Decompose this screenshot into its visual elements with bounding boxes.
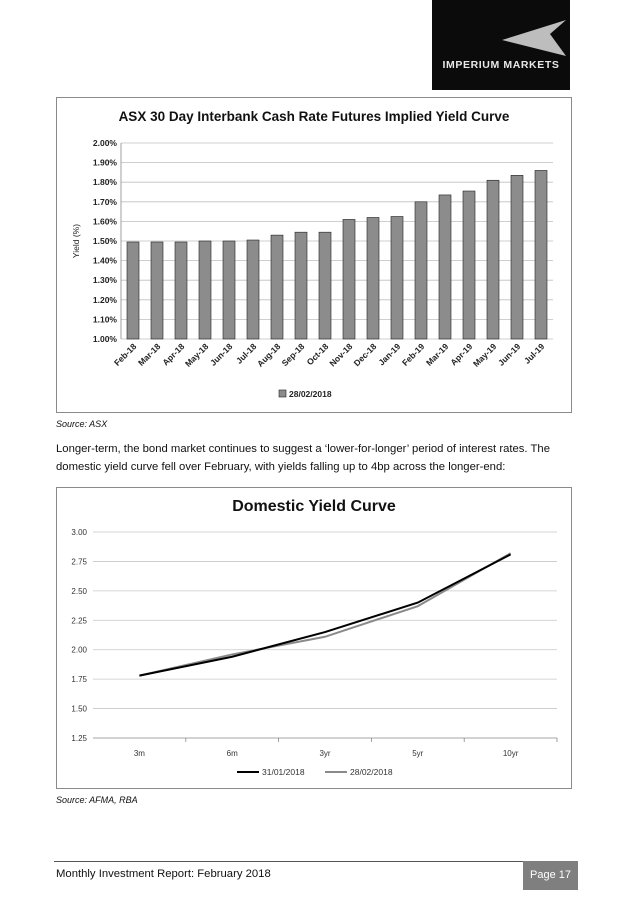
chart1-bar	[391, 217, 403, 340]
chart1-x-tick-label: Jun-18	[207, 341, 235, 368]
chart1-x-tick-label: Oct-18	[304, 341, 331, 368]
chart1-bar	[319, 232, 331, 339]
chart1-x-tick-label: Feb-18	[111, 341, 139, 368]
chart2-y-tick-label: 2.25	[71, 616, 87, 626]
chart1-bar	[511, 175, 523, 339]
chart2-y-tick-label: 3.00	[71, 528, 87, 537]
chart1-x-tick-label: Jul-19	[521, 341, 547, 366]
chart1-bar	[463, 191, 475, 339]
logo-text: IMPERIUM MARKETS	[442, 59, 560, 71]
chart1-x-tick-label: Mar-19	[423, 341, 451, 368]
chart1-plot	[57, 98, 571, 412]
chart1-y-axis-label: Yield (%)	[71, 223, 81, 259]
chart1-x-tick-label: Jan-19	[376, 341, 403, 368]
chart2-series-line	[139, 554, 510, 675]
chart1-x-tick-label: Apr-18	[160, 341, 187, 368]
chart2-x-tick-label: 3yr	[319, 749, 331, 758]
chart2-x-tick-label: 6m	[226, 749, 238, 758]
chart1-y-tick-label: 1.30%	[92, 275, 117, 286]
chart1-bar	[271, 235, 283, 339]
chart1-y-tick-label: 1.70%	[92, 196, 117, 207]
chart1-bar	[439, 195, 451, 339]
chart2-source: Source: AFMA, RBA	[56, 795, 138, 805]
chart1-bar	[199, 241, 211, 339]
chart1-x-tick-label: May-18	[182, 341, 211, 369]
page-number-badge: Page 17	[523, 861, 578, 890]
chart1-title: ASX 30 Day Interbank Cash Rate Futures Implied Yield Curve	[118, 109, 510, 124]
chart1-y-tick-label: 1.50%	[92, 236, 117, 246]
chart1-bar	[247, 240, 259, 339]
chart2-y-tick-label: 2.00	[71, 645, 87, 655]
chart2-legend-label: 31/01/2018	[262, 767, 305, 777]
chart1-x-tick-label: Feb-19	[399, 341, 427, 368]
chart1-y-tick-label: 2.00%	[92, 138, 117, 148]
chart2-legend-label: 28/02/2018	[350, 767, 393, 777]
chart2-y-tick-label: 1.50	[71, 704, 87, 714]
chart1-bar	[535, 170, 547, 339]
chart1-y-tick-label: 1.00%	[92, 334, 117, 344]
chart1-x-tick-label: Jun-19	[495, 341, 523, 368]
chart1-x-tick-label: Jul-18	[233, 341, 259, 366]
chart1-y-tick-label: 1.20%	[92, 294, 117, 305]
chart2-x-tick-label: 3m	[133, 749, 145, 758]
chart1-y-tick-label: 1.10%	[92, 314, 117, 325]
chart1-bar	[151, 242, 163, 339]
chart2-y-tick-label: 1.25	[71, 734, 87, 743]
chart1-x-tick-label: Apr-19	[448, 341, 475, 368]
chart1-y-tick-label: 1.60%	[92, 216, 117, 227]
body-paragraph: Longer-term, the bond market continues to suggest a ‘lower-for-longer’ period of interest rates. The domestic yield curve fell over February, with yields falling up to 4bp across the longer-end:	[56, 443, 550, 473]
chart1-x-tick-label: Nov-18	[327, 341, 355, 369]
chart1-x-tick-label: Aug-18	[254, 341, 283, 369]
imperium-markets-logo	[432, 0, 570, 90]
chart2-x-tick-label: 10yr	[502, 749, 519, 758]
chart1-y-tick-label: 1.40%	[92, 255, 117, 266]
chart1-bar	[295, 232, 307, 339]
chart1-x-tick-label: May-19	[470, 341, 499, 369]
logo-wing-icon	[432, 0, 570, 60]
chart1-x-tick-label: Mar-18	[135, 341, 163, 368]
chart2-x-tick-label: 5yr	[412, 749, 424, 758]
chart1-bar	[367, 217, 379, 339]
footer-divider	[54, 861, 524, 862]
chart1-x-tick-label: Sep-18	[279, 341, 307, 369]
chart1-bar	[175, 242, 187, 339]
chart1-frame	[56, 97, 572, 413]
chart2-title: Domestic Yield Curve	[232, 498, 396, 515]
chart1-bar	[415, 202, 427, 339]
chart1-x-tick-label: Dec-18	[351, 341, 379, 369]
chart2-plot	[57, 488, 571, 788]
chart1-y-tick-label: 1.90%	[92, 157, 117, 168]
chart1-legend-label: 28/02/2018	[289, 389, 332, 399]
chart1-bar	[343, 219, 355, 339]
chart1-bar	[127, 242, 139, 339]
footer-title: Monthly Investment Report: February 2018	[56, 868, 271, 880]
chart1-bar	[487, 180, 499, 339]
chart1-y-tick-label: 1.80%	[92, 177, 117, 188]
chart2-y-tick-label: 2.75	[71, 557, 87, 567]
chart1-legend-swatch	[279, 390, 286, 397]
chart1-source: Source: ASX	[56, 419, 108, 429]
chart2-y-tick-label: 1.75	[71, 675, 87, 685]
chart2-frame	[56, 487, 572, 789]
chart1-bar	[223, 241, 235, 339]
chart2-series-line	[139, 553, 510, 675]
chart2-y-tick-label: 2.50	[71, 586, 87, 596]
